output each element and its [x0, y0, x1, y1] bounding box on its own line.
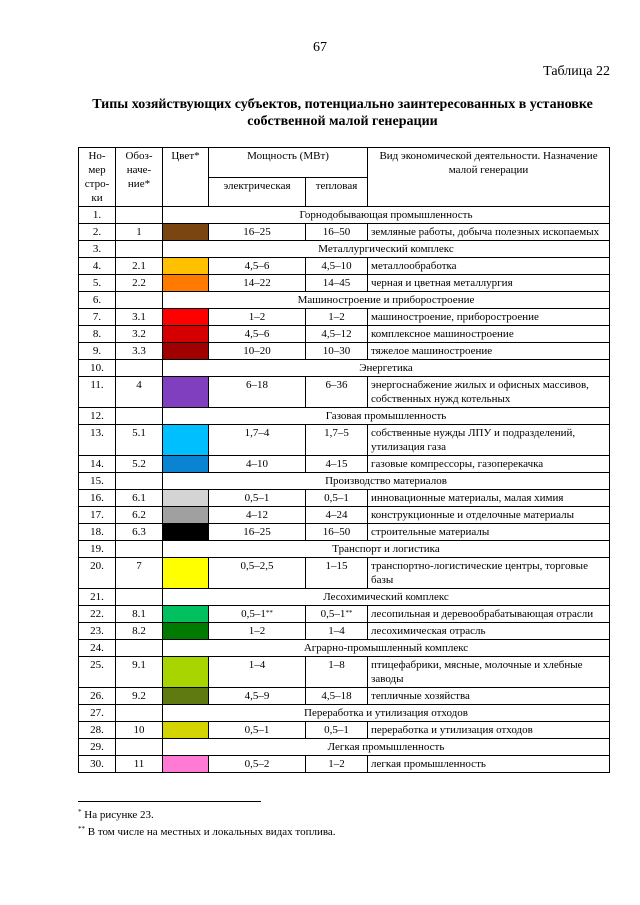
- table-row: [79, 688, 610, 705]
- table-row: [79, 425, 610, 456]
- thermal-power-value: 0,5–1: [324, 492, 349, 504]
- electric-power: [209, 623, 306, 640]
- code-cell: [116, 292, 163, 309]
- row-number: 1.: [79, 207, 116, 224]
- electric-power-value: 4,5–9: [244, 690, 270, 702]
- electric-power: [209, 326, 306, 343]
- row-number: 10.: [79, 360, 116, 377]
- code-cell: 6.3: [116, 524, 163, 541]
- code-cell: 5.2: [116, 456, 163, 473]
- thermal-power-value: 1–4: [328, 625, 345, 637]
- table-body: [79, 207, 610, 773]
- table-row: [79, 657, 610, 688]
- thermal-power: [306, 623, 368, 640]
- activity-cell: тяжелое машиностроение: [368, 343, 610, 360]
- activity-cell: легкая промышленность: [368, 756, 610, 773]
- thermal-power-value: 1–2: [328, 758, 345, 770]
- code-cell: 2.1: [116, 258, 163, 275]
- row-number: 28.: [79, 722, 116, 739]
- color-swatch: [163, 425, 209, 456]
- activity-cell: инновационные материалы, малая химия: [368, 490, 610, 507]
- table-row: [79, 456, 610, 473]
- row-number: 9.: [79, 343, 116, 360]
- thermal-power: [306, 688, 368, 705]
- table-row: [79, 377, 610, 408]
- code-cell: 9.2: [116, 688, 163, 705]
- thermal-power-value: 1–8: [328, 659, 345, 671]
- table-row: [79, 524, 610, 541]
- electric-power: [209, 343, 306, 360]
- footnote-1-text: На рисунке 23.: [84, 809, 154, 821]
- code-cell: [116, 541, 163, 558]
- row-number: 14.: [79, 456, 116, 473]
- code-cell: [116, 207, 163, 224]
- footnote-2-text: В том числе на местных и локальных видах топлива.: [87, 826, 336, 838]
- activity-cell: строительные материалы: [368, 524, 610, 541]
- electric-power: [209, 377, 306, 408]
- row-number: 27.: [79, 705, 116, 722]
- electric-power-value: 0,5–2: [244, 758, 270, 770]
- row-number: 6.: [79, 292, 116, 309]
- thermal-power-value: 4–15: [325, 458, 348, 470]
- code-cell: [116, 640, 163, 657]
- header-power: Мощность (МВт): [209, 148, 368, 178]
- table-row: [79, 722, 610, 739]
- group-name: Энергетика: [163, 360, 610, 377]
- header-code: Обоз-наче-ние*: [116, 148, 163, 207]
- color-swatch: [163, 275, 209, 292]
- row-number: 22.: [79, 606, 116, 623]
- table-row: [79, 326, 610, 343]
- electric-power: [209, 456, 306, 473]
- footnote-mark: **: [265, 609, 273, 617]
- code-cell: [116, 408, 163, 425]
- thermal-power: [306, 258, 368, 275]
- code-cell: [116, 739, 163, 756]
- table-group-row: [79, 739, 610, 756]
- code-cell: 5.1: [116, 425, 163, 456]
- thermal-power-value: 1–15: [325, 560, 348, 572]
- row-number: 5.: [79, 275, 116, 292]
- row-number: 4.: [79, 258, 116, 275]
- color-swatch: [163, 524, 209, 541]
- electric-power-value: 14–22: [243, 277, 271, 289]
- code-cell: 3.3: [116, 343, 163, 360]
- code-cell: [116, 589, 163, 606]
- table-row: [79, 756, 610, 773]
- code-cell: 8.1: [116, 606, 163, 623]
- footnote-1-mark: *: [78, 808, 82, 816]
- thermal-power-value: 0,5–1: [324, 724, 349, 736]
- table-group-row: [79, 292, 610, 309]
- color-swatch: [163, 377, 209, 408]
- group-name: Транспорт и логистика: [163, 541, 610, 558]
- row-number: 3.: [79, 241, 116, 258]
- thermal-power: [306, 606, 368, 623]
- thermal-power: [306, 507, 368, 524]
- code-cell: 4: [116, 377, 163, 408]
- table-group-row: [79, 589, 610, 606]
- row-number: 26.: [79, 688, 116, 705]
- color-swatch: [163, 507, 209, 524]
- electric-power-value: 0,5–1: [241, 608, 266, 620]
- data-table: [78, 147, 610, 773]
- electric-power: [209, 258, 306, 275]
- table-row: [79, 507, 610, 524]
- table-row: [79, 343, 610, 360]
- electric-power: [209, 507, 306, 524]
- code-cell: 1: [116, 224, 163, 241]
- activity-cell: конструкционные и отделочные материалы: [368, 507, 610, 524]
- thermal-power: [306, 343, 368, 360]
- activity-cell: газовые компрессоры, газоперекачка: [368, 456, 610, 473]
- row-number: 19.: [79, 541, 116, 558]
- thermal-power-value: 6–36: [325, 379, 348, 391]
- thermal-power: [306, 326, 368, 343]
- activity-cell: энергоснабжение жилых и офисных массивов, собственных нужд котельных: [368, 377, 610, 408]
- header-activity: Вид экономической деятельности. Назначение малой генерации: [368, 148, 610, 207]
- thermal-power: [306, 524, 368, 541]
- code-cell: 6.2: [116, 507, 163, 524]
- thermal-power-value: 16–50: [322, 226, 351, 238]
- code-cell: 11: [116, 756, 163, 773]
- thermal-power: [306, 657, 368, 688]
- header-color: Цвет*: [163, 148, 209, 207]
- electric-power: [209, 688, 306, 705]
- electric-power-value: 4–10: [246, 458, 268, 470]
- thermal-power: [306, 558, 368, 589]
- row-number: 18.: [79, 524, 116, 541]
- activity-cell: переработка и утилизация отходов: [368, 722, 610, 739]
- code-cell: 8.2: [116, 623, 163, 640]
- row-number: 24.: [79, 640, 116, 657]
- table-row: [79, 490, 610, 507]
- table-row: [79, 558, 610, 589]
- thermal-power-value: 16–50: [322, 526, 351, 538]
- code-cell: [116, 360, 163, 377]
- row-number: 29.: [79, 739, 116, 756]
- thermal-power-value: 1–2: [328, 311, 345, 323]
- row-number: 15.: [79, 473, 116, 490]
- activity-cell: комплексное машиностроение: [368, 326, 610, 343]
- thermal-power-value: 1,7–5: [324, 427, 349, 439]
- activity-cell: черная и цветная металлургия: [368, 275, 610, 292]
- header-thermal: тепловая: [306, 177, 368, 207]
- thermal-power: [306, 490, 368, 507]
- thermal-power-value: 0,5–1: [320, 608, 346, 620]
- table-title: Типы хозяйствующих субъектов, потенциально заинтересованных в установке собственной малой генерации: [92, 97, 593, 129]
- electric-power: [209, 722, 306, 739]
- electric-power-value: 10–20: [243, 345, 271, 357]
- electric-power: [209, 558, 306, 589]
- activity-cell: лесохимическая отрасль: [368, 623, 610, 640]
- code-cell: [116, 473, 163, 490]
- group-name: Газовая промышленность: [163, 408, 610, 425]
- row-number: 7.: [79, 309, 116, 326]
- row-number: 17.: [79, 507, 116, 524]
- group-name: Лесохимический комплекс: [163, 589, 610, 606]
- table-group-row: [79, 408, 610, 425]
- electric-power: [209, 490, 306, 507]
- row-number: 8.: [79, 326, 116, 343]
- thermal-power-value: 14–45: [322, 277, 351, 289]
- table-row: [79, 275, 610, 292]
- footnote-2-mark: **: [78, 825, 85, 833]
- electric-power-value: 1,7–4: [244, 427, 270, 439]
- row-number: 12.: [79, 408, 116, 425]
- electric-power: [209, 309, 306, 326]
- color-swatch: [163, 224, 209, 241]
- code-cell: 3.2: [116, 326, 163, 343]
- table-group-row: [79, 541, 610, 558]
- electric-power-value: 16–25: [243, 526, 271, 538]
- code-cell: 2.2: [116, 275, 163, 292]
- table-group-row: [79, 705, 610, 722]
- electric-power-value: 0,5–1: [244, 724, 270, 736]
- color-swatch: [163, 606, 209, 623]
- thermal-power-value: 4,5–12: [321, 328, 352, 340]
- group-name: Переработка и утилизация отходов: [163, 705, 610, 722]
- table-group-row: [79, 640, 610, 657]
- thermal-power-value: 4,5–10: [321, 260, 352, 272]
- thermal-power: [306, 756, 368, 773]
- color-swatch: [163, 343, 209, 360]
- electric-power-value: 0,5–2,5: [240, 560, 274, 572]
- activity-cell: лесопильная и деревообрабатывающая отрасли: [368, 606, 610, 623]
- table-group-row: [79, 207, 610, 224]
- footnote-1: [78, 809, 154, 821]
- row-number: 2.: [79, 224, 116, 241]
- group-name: Металлургический комплекс: [163, 241, 610, 258]
- electric-power-value: 4,5–6: [244, 260, 270, 272]
- code-cell: 9.1: [116, 657, 163, 688]
- footnote-2: [78, 826, 336, 838]
- code-cell: 3.1: [116, 309, 163, 326]
- group-name: Легкая промышленность: [163, 739, 610, 756]
- thermal-power-value: 4–24: [325, 509, 348, 521]
- activity-cell: птицефабрики, мясные, молочные и хлебные заводы: [368, 657, 610, 688]
- activity-cell: транспортно-логистические центры, торговые базы: [368, 558, 610, 589]
- thermal-power: [306, 722, 368, 739]
- electric-power-value: 1–4: [248, 659, 266, 671]
- color-swatch: [163, 688, 209, 705]
- header-electric: электрическая: [209, 177, 306, 207]
- color-swatch: [163, 623, 209, 640]
- electric-power: [209, 425, 306, 456]
- thermal-power: [306, 275, 368, 292]
- activity-cell: тепличные хозяйства: [368, 688, 610, 705]
- activity-cell: металлообработка: [368, 258, 610, 275]
- color-swatch: [163, 309, 209, 326]
- color-swatch: [163, 258, 209, 275]
- activity-cell: земляные работы, добыча полезных ископаемых: [368, 224, 610, 241]
- electric-power-value: 16–25: [243, 226, 271, 238]
- color-swatch: [163, 657, 209, 688]
- electric-power: [209, 224, 306, 241]
- code-cell: 6.1: [116, 490, 163, 507]
- electric-power-value: 4,5–6: [244, 328, 270, 340]
- group-name: Производство материалов: [163, 473, 610, 490]
- color-swatch: [163, 326, 209, 343]
- electric-power-value: 1–2: [248, 625, 266, 637]
- activity-cell: собственные нужды ЛПУ и подразделений, утилизация газа: [368, 425, 610, 456]
- row-number: 13.: [79, 425, 116, 456]
- group-name: Аграрно-промышленный комплекс: [163, 640, 610, 657]
- table-group-row: [79, 473, 610, 490]
- table-group-row: [79, 360, 610, 377]
- group-name: Машиностроение и приборостроение: [163, 292, 610, 309]
- row-number: 16.: [79, 490, 116, 507]
- electric-power: [209, 524, 306, 541]
- table-row: [79, 224, 610, 241]
- color-swatch: [163, 456, 209, 473]
- code-cell: [116, 241, 163, 258]
- table-row: [79, 309, 610, 326]
- code-cell: 10: [116, 722, 163, 739]
- row-number: 11.: [79, 377, 116, 408]
- electric-power-value: 6–18: [246, 379, 268, 391]
- code-cell: 7: [116, 558, 163, 589]
- thermal-power: [306, 425, 368, 456]
- activity-cell: машиностроение, приборостроение: [368, 309, 610, 326]
- electric-power: [209, 275, 306, 292]
- thermal-power-value: 4,5–18: [321, 690, 352, 702]
- color-swatch: [163, 490, 209, 507]
- electric-power-value: 1–2: [248, 311, 266, 323]
- table-group-row: [79, 241, 610, 258]
- color-swatch: [163, 756, 209, 773]
- row-number: 30.: [79, 756, 116, 773]
- row-number: 20.: [79, 558, 116, 589]
- thermal-power: [306, 309, 368, 326]
- page-number: 67: [313, 40, 327, 55]
- thermal-power: [306, 224, 368, 241]
- color-swatch: [163, 558, 209, 589]
- footnote-mark: **: [345, 609, 353, 617]
- electric-power: [209, 606, 306, 623]
- thermal-power: [306, 377, 368, 408]
- row-number: 21.: [79, 589, 116, 606]
- thermal-power: [306, 456, 368, 473]
- table-row: [79, 623, 610, 640]
- electric-power: [209, 657, 306, 688]
- electric-power: [209, 756, 306, 773]
- group-name: Горнодобывающая промышленность: [163, 207, 610, 224]
- thermal-power-value: 10–30: [322, 345, 351, 357]
- table-label: Таблица 22: [543, 64, 610, 79]
- header-row-number: Но-мер стро-ки: [79, 148, 116, 207]
- row-number: 23.: [79, 623, 116, 640]
- color-swatch: [163, 722, 209, 739]
- electric-power-value: 4–12: [246, 509, 268, 521]
- code-cell: [116, 705, 163, 722]
- table-row: [79, 258, 610, 275]
- table-row: [79, 606, 610, 623]
- row-number: 25.: [79, 657, 116, 688]
- footnote-divider: [78, 801, 261, 802]
- electric-power-value: 0,5–1: [244, 492, 270, 504]
